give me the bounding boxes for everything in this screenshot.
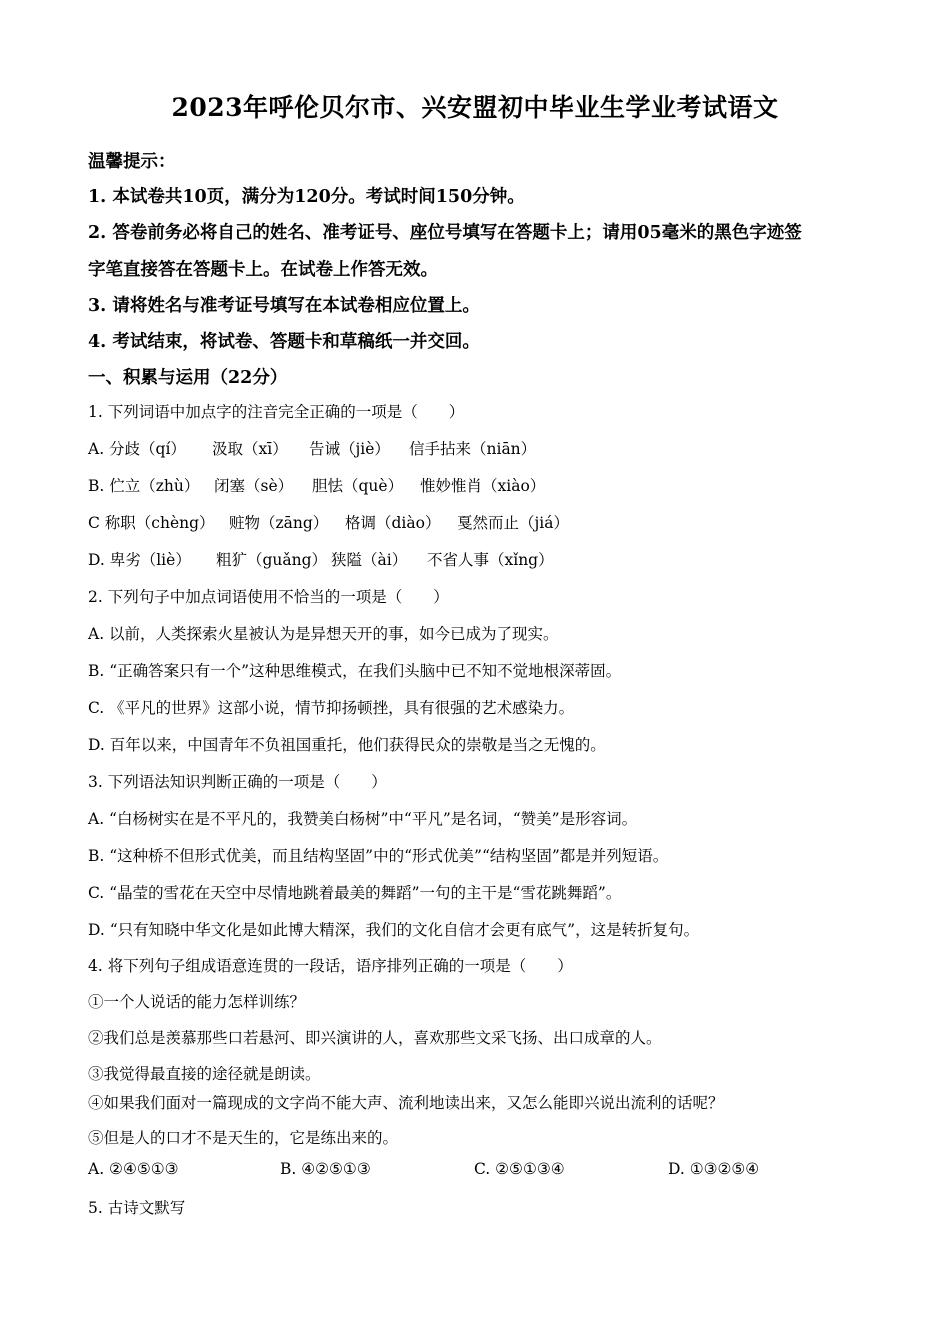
q5-stem: 5. 古诗文默写 [88, 1199, 186, 1217]
word: 汲取（xī） [212, 440, 288, 458]
q4-option-c: C. ②⑤①③④ [474, 1160, 565, 1178]
word: 格调（diào） [345, 514, 441, 532]
word: A. 分歧（qí） [88, 440, 186, 458]
tip-item-1: 1. 本试卷共10页，满分为120分。考试时间150分钟。 [88, 187, 525, 207]
q1-option-d [88, 548, 554, 570]
q4-sentence-3: ③我觉得最直接的途径就是朗读。 [88, 1065, 321, 1083]
q4-stem: 4. 将下列句子组成语意连贯的一段话，语序排列正确的一项是（ ） [88, 957, 573, 975]
q1-option-c [88, 511, 569, 533]
word: 胆怯（què） [312, 477, 404, 495]
word: 戛然而止（jiá） [457, 514, 570, 532]
q1-option-b [88, 474, 545, 496]
section-heading: 一、积累与运用（22分） [88, 368, 288, 388]
q2-stem: 2. 下列句子中加点词语使用不恰当的一项是（ ） [88, 588, 449, 606]
word: 狭隘（ài） [331, 551, 408, 569]
tip-item-3: 3. 请将姓名与准考证号填写在本试卷相应位置上。 [88, 296, 480, 316]
word: B. 伫立（zhù） [88, 477, 200, 495]
tips-heading: 温馨提示： [88, 152, 176, 172]
word: 闭塞（sè） [214, 477, 294, 495]
word: 赃物（zāng） [229, 514, 329, 532]
word: 不省人事（xǐng） [427, 551, 554, 569]
q4-sentence-2: ②我们总是羡慕那些口若悬河、即兴演讲的人，喜欢那些文采飞扬、出口成章的人。 [88, 1029, 662, 1047]
q4-option-a: A. ②④⑤①③ [88, 1160, 179, 1178]
word: 信手拈来（niān） [409, 440, 537, 458]
q2-option-a: A. 以前，人类探索火星被认为是异想天开的事，如今已成为了现实。 [88, 625, 559, 643]
q3-option-b: B. “这种桥不但形式优美，而且结构坚固”中的“形式优美”“结构坚固”都是并列短语。 [88, 847, 669, 865]
q4-option-b: B. ④②⑤①③ [280, 1160, 371, 1178]
q2-option-d: D. 百年以来，中国青年不负祖国重托，他们获得民众的崇敬是当之无愧的。 [88, 736, 606, 754]
q4-sentence-4: ④如果我们面对一篇现成的文字尚不能大声、流利地读出来，又怎么能即兴说出流利的话呢？ [88, 1094, 724, 1112]
word: 粗犷（guǎng） [216, 551, 328, 569]
q1-stem: 1. 下列词语中加点字的注音完全正确的一项是（ ） [88, 403, 465, 421]
word: 告诫（jiè） [309, 440, 390, 458]
q3-option-a: A. “白杨树实在是不平凡的，我赞美白杨树”中“平凡”是名词，“赞美”是形容词。 [88, 810, 638, 828]
q3-stem: 3. 下列语法知识判断正确的一项是（ ） [88, 773, 387, 791]
q2-option-c: C. 《平凡的世界》这部小说，情节抑扬顿挫，具有很强的艺术感染力。 [88, 699, 575, 717]
page-title: 2023年呼伦贝尔市、兴安盟初中毕业生学业考试语文 [171, 93, 779, 122]
q3-option-d: D. “只有知晓中华文化是如此博大精深，我们的文化自信才会更有底气”，这是转折复句。 [88, 921, 700, 939]
tip-item-4: 4. 考试结束，将试卷、答题卡和草稿纸一并交回。 [88, 332, 480, 352]
tip-item-2: 2. 答卷前务必将自己的姓名、准考证号、座位号填写在答题卡上；请用05毫米的黑色字迹签 [88, 223, 802, 243]
word: C 称职（chèng） [88, 514, 215, 532]
q3-option-c: C. “晶莹的雪花在天空中尽情地跳着最美的舞蹈”一句的主干是“雪花跳舞蹈”。 [88, 884, 622, 902]
word: 惟妙惟肖（xiào） [420, 477, 546, 495]
q4-sentence-5: ⑤但是人的口才不是天生的，它是练出来的。 [88, 1129, 399, 1147]
q1-option-a [88, 437, 536, 459]
q4-sentence-1: ①一个人说话的能力怎样训练？ [88, 993, 306, 1011]
q4-option-d: D. ①③②⑤④ [668, 1160, 760, 1178]
tip-item-2-cont: 字笔直接答在答题卡上。在试卷上作答无效。 [88, 260, 438, 280]
q2-option-b: B. “正确答案只有一个”这种思维模式，在我们头脑中已不知不觉地根深蒂固。 [88, 662, 622, 680]
word: D. 卑劣（liè） [88, 551, 191, 569]
